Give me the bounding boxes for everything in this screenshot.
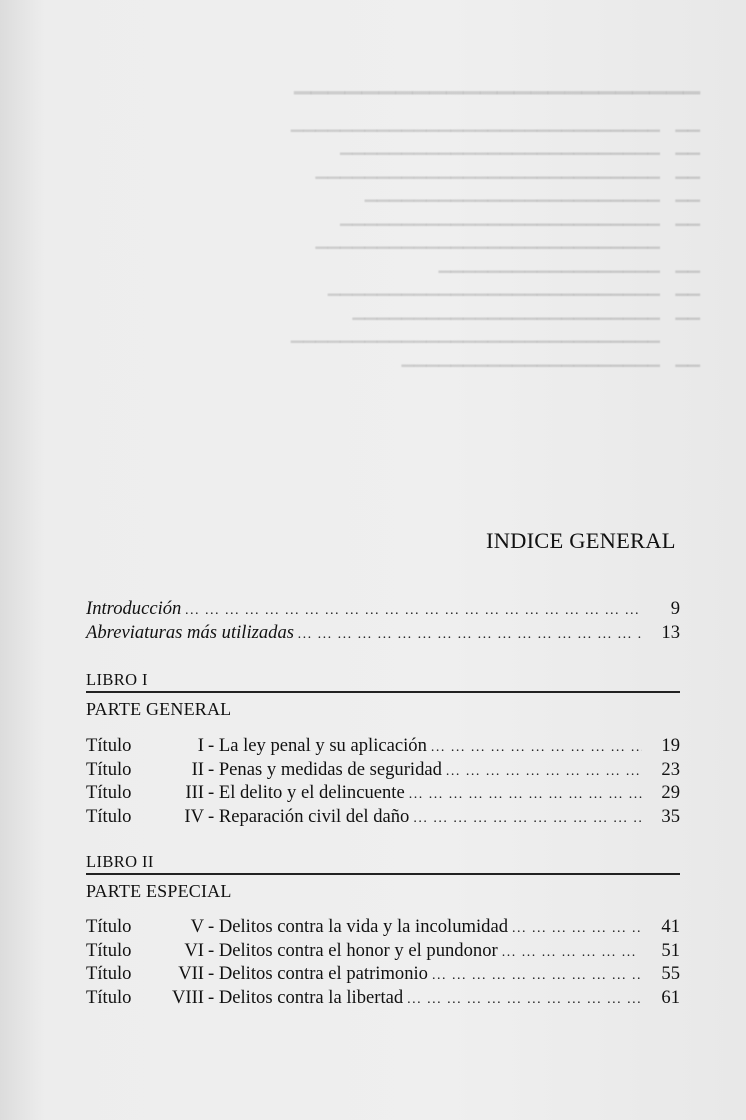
titulo-numeral: II (191, 758, 204, 780)
titulo-list (86, 735, 680, 829)
dot-leader (407, 992, 642, 1008)
table-row (86, 940, 680, 964)
parte-label: PARTE ESPECIAL (86, 881, 232, 901)
entry-text: Abreviaturas más utilizadas (86, 621, 294, 643)
table-row (86, 782, 680, 806)
list-item (86, 622, 680, 646)
list-item (86, 598, 680, 622)
entry-text: - Penas y medidas de seguridad (208, 758, 442, 780)
titulo-label: Título (86, 916, 132, 937)
entry-text: - Delitos contra la vida y la incolumidad (208, 916, 508, 937)
entry-text: Introducción (86, 598, 182, 619)
titulo-label: Título (86, 782, 132, 803)
show-through-ghost: ▁▁▁▁▁▁▁▁▁▁▁▁▁▁▁▁▁▁▁▁▁▁▁▁ ▁▁ ▁▁▁▁▁▁▁▁▁▁▁▁▁▁▁▁▁▁▁▁▁▁▁▁▁▁▁▁▁▁ ▁▁ ▁▁▁▁▁▁▁▁▁▁▁▁▁▁▁▁▁▁▁▁▁▁▁▁▁▁ ▁▁ ▁▁▁▁▁▁▁▁▁▁▁▁▁▁▁▁▁▁▁▁▁▁▁▁▁▁▁▁ ▁▁ ▁▁▁▁▁▁▁▁▁▁▁▁▁▁▁▁▁▁▁▁▁▁▁▁ ▁▁ ▁▁▁▁▁▁▁▁▁▁▁▁▁▁▁▁▁▁▁▁▁▁▁▁▁▁ ▁▁▁▁▁▁▁▁▁▁▁▁▁▁▁▁▁▁▁▁▁▁▁▁▁▁▁▁ ▁▁ ▁▁▁▁▁▁▁▁▁▁▁▁▁▁▁▁▁▁ ▁▁ ▁▁▁▁▁▁▁▁▁▁▁▁▁▁▁▁▁▁▁▁▁▁▁▁▁▁▁ ▁▁ ▁▁▁▁▁▁▁▁▁▁▁▁▁▁▁▁▁▁▁▁▁▁▁▁▁ ▁▁▁▁▁▁▁▁▁▁▁▁▁▁▁▁▁▁▁▁▁▁▁▁▁▁▁▁▁▁ ▁▁ ▁▁▁▁▁▁▁▁▁▁▁▁▁▁▁▁▁▁▁▁▁ (290, 69, 700, 367)
table-row (86, 735, 680, 759)
titulo-numeral: VIII (171, 986, 204, 1008)
entry-page: 29 (661, 782, 680, 803)
libro-label: LIBRO II (86, 852, 154, 871)
dot-leader (185, 603, 642, 619)
section-divider (86, 691, 680, 693)
libro-label: LIBRO I (86, 670, 148, 689)
dot-leader (502, 945, 642, 961)
dot-leader (432, 968, 642, 984)
dot-leader (409, 787, 642, 803)
titulo-numeral: IV (184, 805, 204, 827)
entry-text: - El delito y el delincuente (208, 782, 405, 803)
table-row (86, 806, 680, 830)
titulo-numeral: III (185, 782, 204, 803)
entry-text: - Reparación civil del daño (208, 805, 410, 827)
entry-text: - La ley penal y su aplicación (208, 735, 427, 756)
entry-page: 23 (661, 758, 680, 780)
entry-page: 19 (661, 735, 680, 756)
entry-page: 9 (670, 598, 680, 619)
titulo-label: Título (86, 986, 132, 1008)
entry-text: - Delitos contra el honor y el pundonor (208, 939, 498, 961)
titulo-label: Título (86, 735, 132, 756)
titulo-label: Título (86, 963, 132, 984)
titulo-label: Título (86, 805, 132, 827)
titulo-list (86, 916, 680, 1010)
titulo-label: Título (86, 758, 132, 780)
page-title: INDICE GENERAL (486, 528, 676, 553)
table-row (86, 963, 680, 987)
titulo-label: Título (86, 939, 132, 961)
parte-label: PARTE GENERAL (86, 699, 232, 719)
entry-page: 35 (661, 805, 680, 827)
intro-list (86, 598, 680, 645)
table-row (86, 759, 680, 783)
entry-text: - Delitos contra la libertad (208, 986, 404, 1008)
dot-leader (298, 627, 642, 643)
entry-page: 55 (661, 963, 680, 984)
entry-page: 41 (661, 916, 680, 937)
dot-leader (446, 764, 642, 780)
entry-page: 51 (661, 939, 680, 961)
entry-page: 13 (661, 621, 680, 643)
titulo-numeral: VII (178, 963, 204, 984)
table-row (86, 916, 680, 940)
titulo-numeral: V (190, 916, 204, 937)
entry-page: 61 (661, 986, 680, 1008)
titulo-numeral: I (197, 735, 204, 756)
dot-leader (431, 740, 642, 756)
table-row (86, 987, 680, 1011)
dot-leader (512, 921, 642, 937)
entry-text: - Delitos contra el patrimonio (208, 963, 428, 984)
section-divider (86, 873, 680, 875)
dot-leader (413, 811, 642, 827)
titulo-numeral: VI (184, 939, 204, 961)
